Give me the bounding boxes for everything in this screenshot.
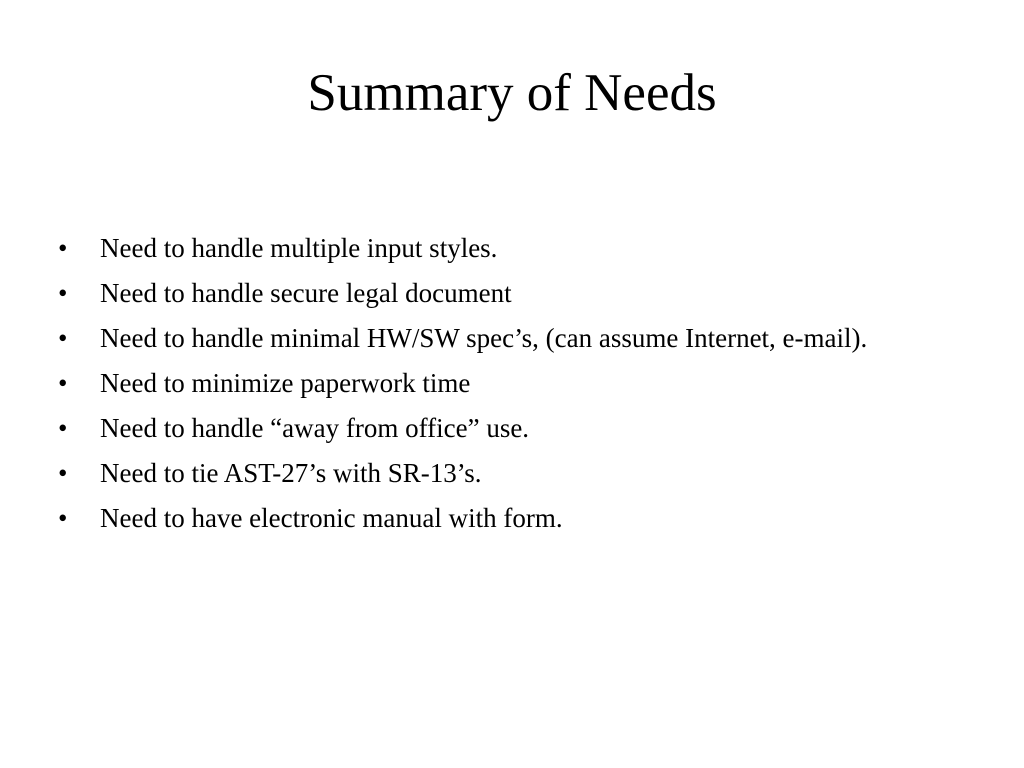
bullet-icon: • <box>58 323 68 353</box>
bullet-item <box>58 410 978 446</box>
bullet-icon: • <box>58 278 68 308</box>
bullet-text: Need to tie AST-27’s with SR-13’s. <box>100 458 482 488</box>
bullet-text: Need to minimize paperwork time <box>100 368 471 398</box>
bullet-text: Need to handle “away from office” use. <box>100 413 530 443</box>
bullet-item <box>58 500 978 536</box>
bullet-text: Need to handle multiple input styles. <box>100 233 498 263</box>
bullet-icon: • <box>58 458 68 488</box>
bullet-item <box>58 275 978 311</box>
bullet-icon: • <box>58 233 68 263</box>
bullet-item <box>58 230 978 266</box>
bullet-list <box>58 230 978 545</box>
bullet-text: Need to have electronic manual with form. <box>100 503 563 533</box>
bullet-text: Need to handle secure legal document <box>100 278 512 308</box>
bullet-item <box>58 320 978 356</box>
slide-title: Summary of Needs <box>307 64 717 122</box>
bullet-icon: • <box>58 368 68 398</box>
bullet-item <box>58 455 978 491</box>
bullet-text: Need to handle minimal HW/SW spec’s, (can assume Internet, e-mail). <box>100 323 868 353</box>
bullet-icon: • <box>58 413 68 443</box>
bullet-item <box>58 365 978 401</box>
bullet-icon: • <box>58 503 68 533</box>
